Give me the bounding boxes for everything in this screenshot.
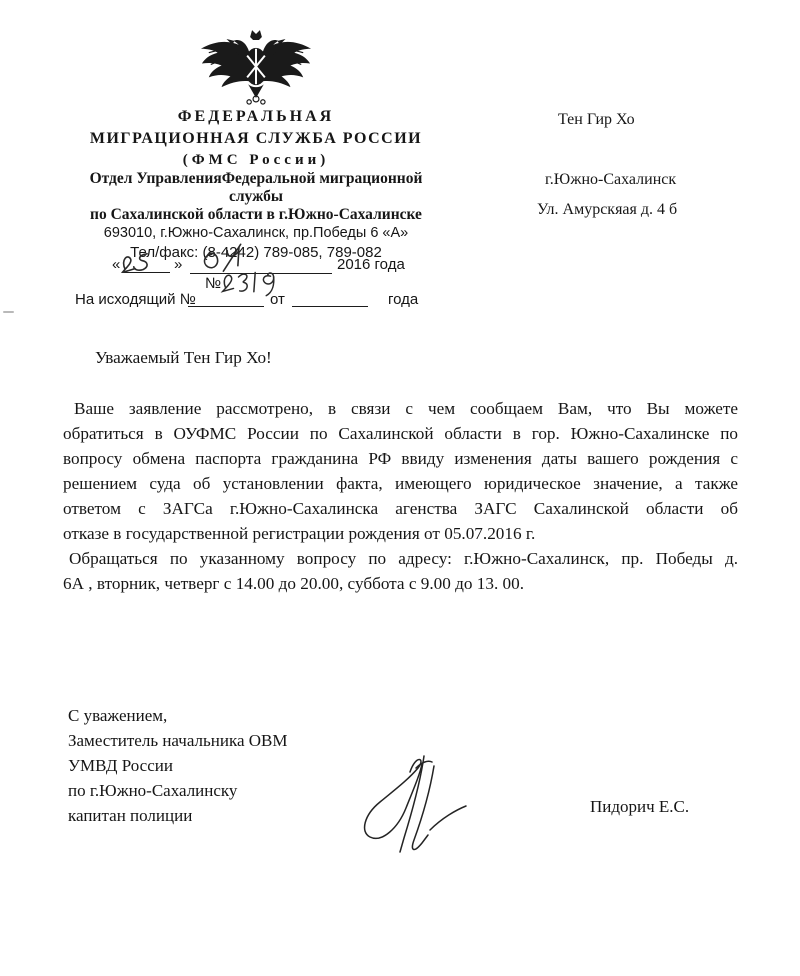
body-line: Ваше заявление рассмотрено, в связи с чем сообщаем Вам, что Вы можете	[74, 399, 738, 418]
org-name-line1: ФЕДЕРАЛЬНАЯ	[177, 108, 335, 125]
recipient-city: г.Южно-Сахалинск	[545, 171, 677, 188]
signature-block	[68, 703, 288, 828]
ref-goda-label: года	[388, 291, 419, 308]
fms-eagle-emblem-icon	[197, 27, 315, 106]
scan-smudge	[3, 311, 14, 313]
ref-date-underline	[292, 306, 368, 307]
number-label: №	[205, 275, 222, 292]
position-line: капитан полиции	[68, 806, 193, 825]
body-line: отказе в государственной регистрации рождения от 05.07.2016 г.	[63, 524, 536, 543]
letterhead-org-block	[60, 106, 452, 262]
org-abbrev: (ФМС России)	[182, 152, 330, 168]
body-line: вопросу обмена паспорта гражданина РФ ввиду изменения даты вашего рождения с	[63, 449, 738, 468]
body-line: ответом с ЗАГСа г.Южно-Сахалинска агенства ЗАГС Сахалинской области об	[63, 499, 738, 518]
letter-body	[63, 396, 738, 596]
dept-line2: службы	[228, 188, 283, 205]
position-line: Заместитель начальника ОВМ	[68, 731, 288, 750]
signer-name: Пидорич Е.С.	[590, 797, 690, 816]
handwritten-day	[116, 249, 162, 273]
position-line: УМВД России	[68, 756, 173, 775]
recipient-name: Тен Гир Хо	[558, 111, 635, 128]
body-line: обратиться в ОУФМС России по Сахалинской области в гор. Южно-Сахалинске по	[63, 424, 738, 443]
date-year: 2016 года	[337, 256, 405, 273]
ref-number-underline	[188, 306, 264, 307]
dept-line3: по Сахалинской области в г.Южно-Сахалинске	[90, 206, 422, 223]
ref-label: На исходящий №	[75, 291, 196, 308]
body-line: Обращаться по указанному вопросу по адресу: г.Южно-Сахалинск, пр. Победы д.	[69, 549, 738, 568]
dept-line1: Отдел УправленияФедеральной миграционной	[89, 170, 423, 187]
position-line: по г.Южно-Сахалинску	[68, 781, 238, 800]
signature-scrawl	[358, 738, 468, 856]
org-name-line2: МИГРАЦИОННАЯ СЛУЖБА РОССИИ	[89, 130, 423, 147]
date-close-quote: »	[174, 256, 183, 273]
salutation: Уважаемый Тен Гир Хо!	[95, 348, 272, 367]
body-line: решением суда об установлении факта, имеющего юридическое значение, а также	[63, 474, 738, 493]
body-line: 6А , вторник, четверг с 14.00 до 20.00, суббота с 9.00 до 13. 00.	[63, 574, 525, 593]
closing-line: С уважением,	[68, 706, 168, 725]
date-open-quote: «	[112, 256, 121, 273]
org-address: 693010, г.Южно-Сахалинск, пр.Победы 6 «А»	[103, 225, 409, 241]
org-phone: Тел/факс: (8-4242) 789-085, 789-082	[130, 244, 382, 261]
recipient-street: Ул. Амурскяая д. 4 б	[537, 201, 678, 218]
ref-ot-label: от	[270, 291, 285, 308]
